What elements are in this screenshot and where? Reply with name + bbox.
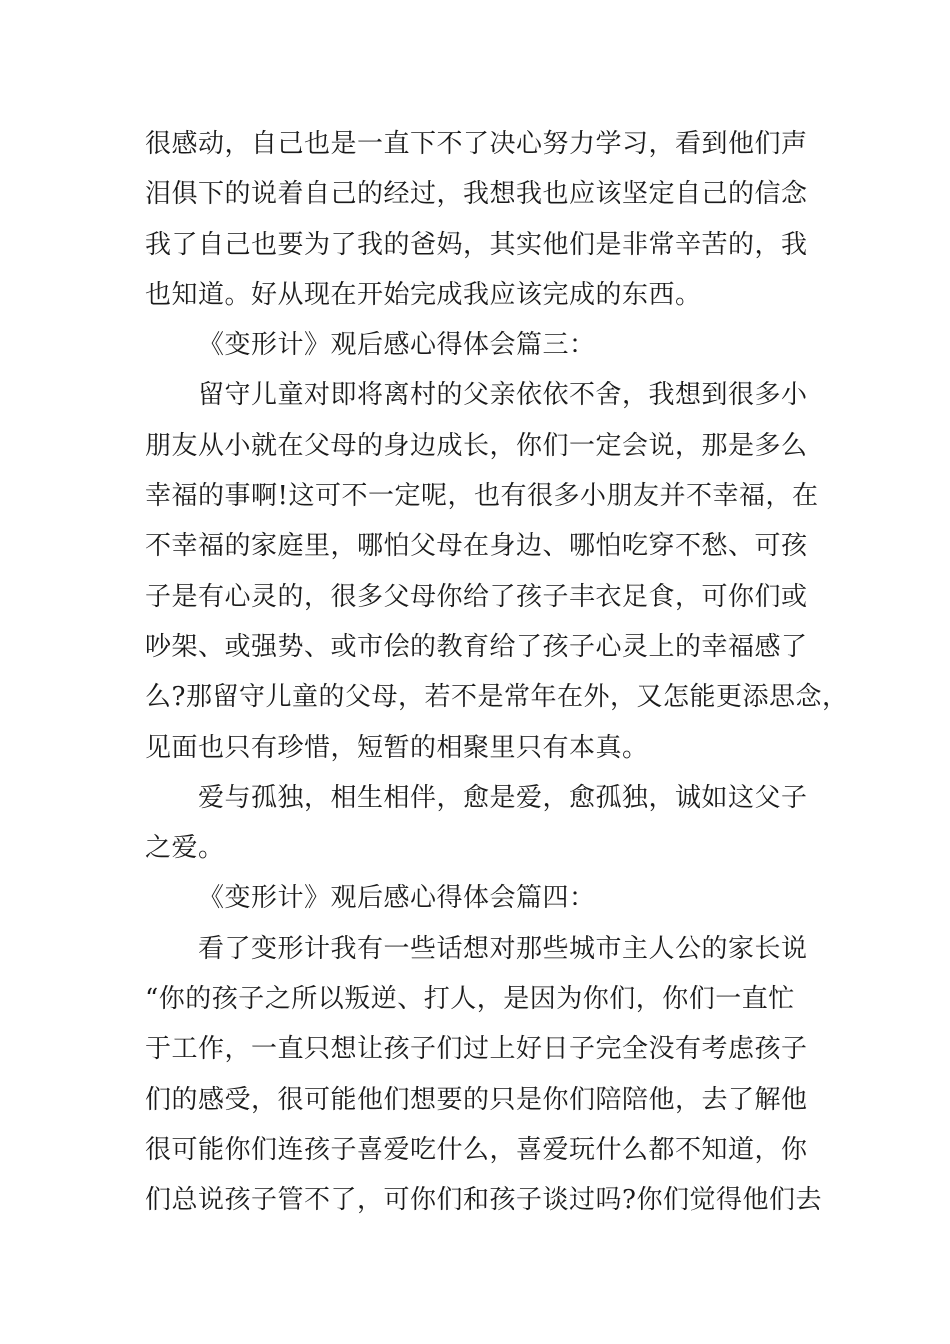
text-line: 吵架、或强势、或市侩的教育给了孩子心灵上的幸福感了	[145, 631, 808, 662]
text-line: 很可能你们连孩子喜爱吃什么，喜爱玩什么都不知道，你	[145, 1134, 808, 1165]
text-line: 《变形计》观后感心得体会篇三：	[198, 330, 596, 361]
text-line: 泪俱下的说着自己的经过，我想我也应该坚定自己的信念	[145, 179, 808, 210]
text-line: 于工作，一直只想让孩子们过上好日子完全没有考虑孩子	[145, 1034, 808, 1065]
document-body	[145, 119, 849, 1226]
text-line: 幸福的事啊!这可不一定呢，也有很多小朋友并不幸福，在	[145, 481, 819, 512]
text-line: 留守儿童对即将离村的父亲依依不舍，我想到很多小	[198, 380, 808, 411]
text-line: 见面也只有珍惜，短暂的相聚里只有本真。	[145, 732, 649, 763]
text-line: 爱与孤独，相生相伴，愈是爱，愈孤独，诚如这父子	[198, 782, 808, 813]
text-line: 很感动，自己也是一直下不了决心努力学习，看到他们声	[145, 129, 808, 159]
text-line: 子是有心灵的，很多父母你给了孩子丰衣足食，可你们或	[145, 581, 808, 612]
text-line: “你的孩子之所以叛逆、打人，是因为你们，你们一直忙	[145, 984, 795, 1015]
text-line: 们总说孩子管不了，可你们和孩子谈过吗?你们觉得他们去	[145, 1185, 822, 1216]
text-line: 之爱。	[145, 833, 225, 864]
text-line: 么?那留守儿童的父母，若不是常年在外，又怎能更添思念，	[145, 682, 849, 713]
text-line: 我了自己也要为了我的爸妈，其实他们是非常辛苦的，我	[145, 229, 808, 260]
text-line: 们的感受，很可能他们想要的只是你们陪陪他，去了解他	[145, 1084, 808, 1115]
text-line: 《变形计》观后感心得体会篇四：	[198, 883, 596, 914]
text-line: 朋友从小就在父母的身边成长，你们一定会说，那是多么	[145, 430, 808, 461]
text-line: 不幸福的家庭里，哪怕父母在身边、哪怕吃穿不愁、可孩	[145, 531, 808, 562]
text-line: 看了变形计我有一些话想对那些城市主人公的家长说	[198, 933, 808, 964]
text-line: 也知道。好从现在开始完成我应该完成的东西。	[145, 279, 702, 310]
